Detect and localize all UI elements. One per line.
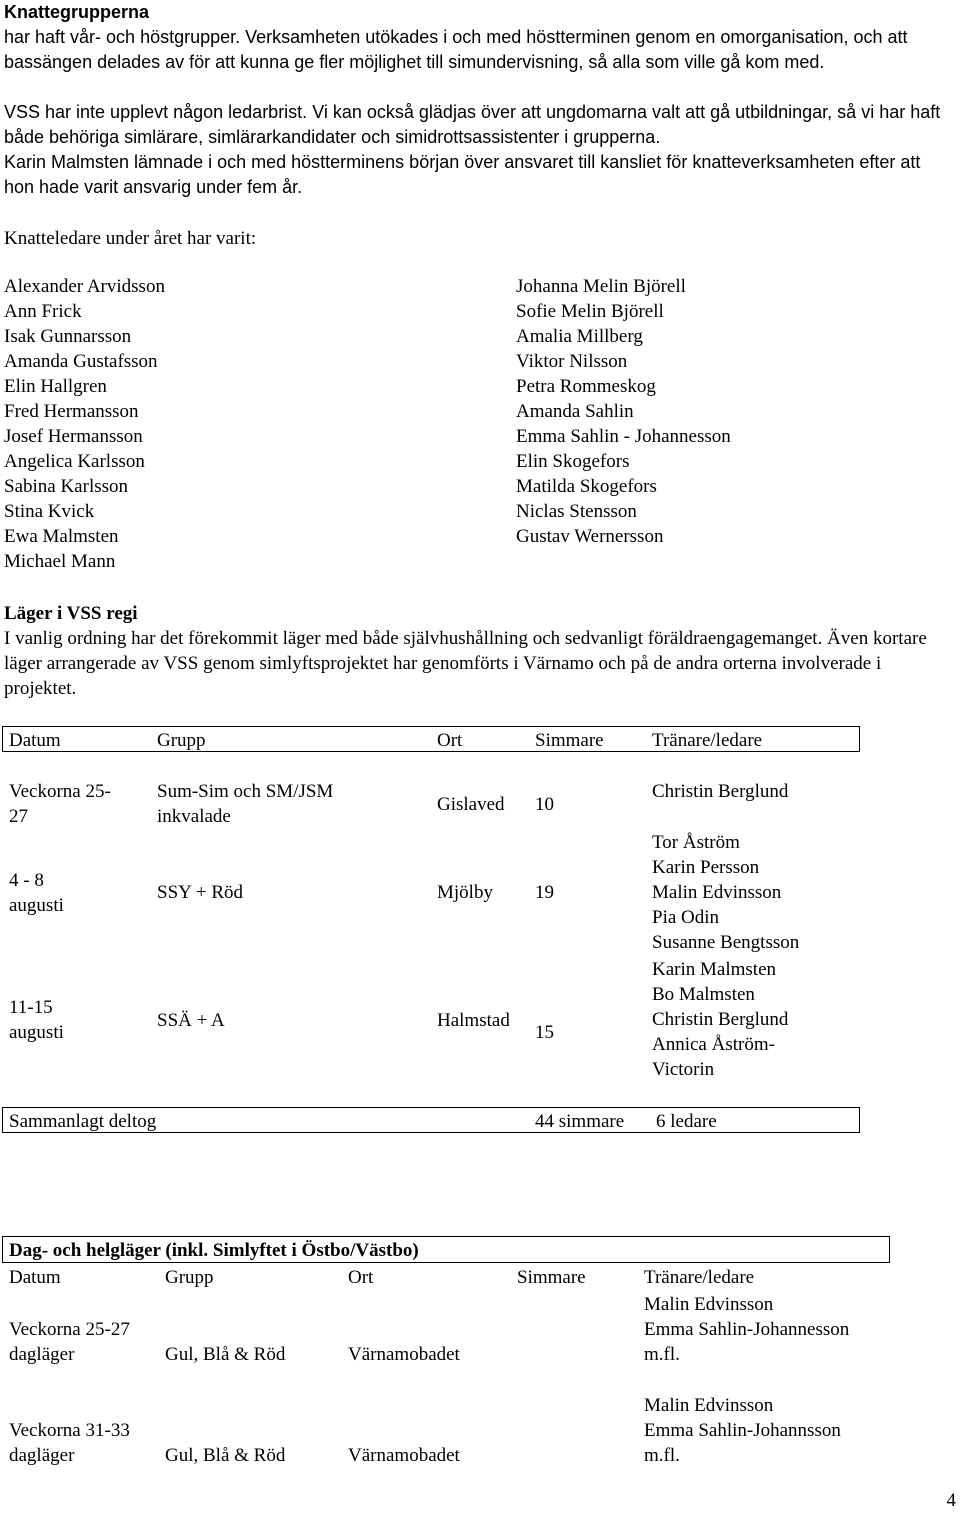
leader-name: Sofie Melin Björell [516, 301, 664, 322]
section-heading-camps: Läger i VSS regi [4, 603, 138, 624]
leader-name: Amanda Gustafsson [4, 351, 158, 372]
leader-name: Amanda Sahlin [516, 401, 634, 422]
leader-name: Niclas Stensson [516, 501, 637, 522]
leader-name: Elin Skogefors [516, 451, 630, 472]
table-header-swimmers: Simmare [517, 1267, 586, 1288]
table-border [2, 1236, 890, 1237]
leaders-list-left [4, 274, 165, 574]
page-number: 4 [946, 1490, 956, 1511]
table-cell-group: Sum-Sim och SM/JSM inkvalade [157, 781, 334, 827]
table-header-date: Datum [9, 1267, 61, 1288]
table-cell-date: Veckorna 25- 27 [9, 781, 111, 827]
leader-name: Stina Kvick [4, 501, 95, 522]
table-cell-group: SSY + Röd [157, 882, 244, 903]
leader-name: Ann Frick [4, 301, 82, 322]
table-border [859, 726, 860, 752]
table-header-coaches: Tränare/ledare [652, 730, 763, 751]
day-camp-title: Dag- och helgläger (inkl. Simlyftet i Östbo/Västbo) [9, 1240, 419, 1261]
table-total-label: Sammanlagt deltog [9, 1111, 157, 1132]
table-header-place: Ort [437, 730, 463, 751]
leader-name: Amalia Millberg [516, 326, 643, 347]
leader-name: Josef Hermansson [4, 426, 143, 447]
table-border [2, 1236, 3, 1263]
table-cell-date: 11-15 augusti [9, 997, 64, 1043]
leader-name: Sabina Karlsson [4, 476, 129, 497]
table-cell-coaches: Tor Åström Karin Persson Malin Edvinsson Pia Odin Susanne Bengtsson [652, 832, 800, 953]
table-border [2, 1107, 3, 1133]
section-heading-knattegrupperna: Knattegrupperna [4, 2, 150, 22]
table-border [2, 726, 860, 727]
leader-name: Johanna Melin Björell [516, 276, 686, 297]
table-cell-date: Veckorna 31-33 dagläger [9, 1420, 130, 1466]
leader-name: Ewa Malmsten [4, 526, 119, 547]
table-header-coaches: Tränare/ledare [644, 1267, 755, 1288]
leader-name: Angelica Karlsson [4, 451, 145, 472]
table-cell-coaches: Malin Edvinsson Emma Sahlin-Johannesson m.fl. [644, 1294, 850, 1365]
paragraph-karin-malmsten: Karin Malmsten lämnade i och med höstterminens början över ansvaret till kansliet för knatteverksamheten efter att hon hade varit ansvarig under fem år. [4, 152, 921, 197]
table-cell-swimmers: 10 [535, 794, 554, 815]
leader-name: Viktor Nilsson [516, 351, 628, 372]
table-header-group: Grupp [165, 1267, 214, 1288]
leader-name: Fred Hermansson [4, 401, 139, 422]
leader-name: Michael Mann [4, 551, 116, 572]
leader-name: Isak Gunnarsson [4, 326, 132, 347]
table-border [2, 726, 3, 752]
table-cell-place: Mjölby [437, 882, 493, 903]
table-border [2, 1107, 860, 1108]
table-total-coaches: 6 ledare [656, 1111, 717, 1132]
table-cell-coaches: Karin Malmsten Bo Malmsten Christin Berglund Annica Åström- Victorin [652, 959, 789, 1080]
leader-name: Petra Rommeskog [516, 376, 656, 397]
table-cell-place: Värnamobadet [348, 1344, 460, 1365]
table-border [889, 1236, 890, 1263]
table-cell-group: SSÄ + A [157, 1010, 225, 1031]
leader-name: Emma Sahlin - Johannesson [516, 426, 731, 447]
table-header-swimmers: Simmare [535, 730, 604, 751]
leaders-label: Knatteledare under året har varit: [4, 228, 257, 249]
table-cell-group: Gul, Blå & Röd [165, 1445, 286, 1466]
table-header-group: Grupp [157, 730, 206, 751]
paragraph-knatte-groups: har haft vår- och höstgrupper. Verksamheten utökades i och med höstterminen genom en omorganisation, och att bassängen delades av för att kunna ge fler möjlighet till simundervisning, så alla som ville gå kom med. [4, 27, 908, 72]
leader-name: Matilda Skogefors [516, 476, 657, 497]
table-header-date: Datum [9, 730, 61, 751]
table-cell-group: Gul, Blå & Röd [165, 1344, 286, 1365]
table-cell-coaches: Malin Edvinsson Emma Sahlin-Johannsson m.fl. [644, 1395, 841, 1466]
leader-name: Elin Hallgren [4, 376, 107, 397]
table-cell-coaches: Christin Berglund [652, 781, 789, 802]
leader-name: Alexander Arvidsson [4, 276, 165, 297]
table-header-place: Ort [348, 1267, 374, 1288]
table-cell-place: Halmstad [437, 1010, 510, 1031]
table-total-swimmers: 44 simmare [535, 1111, 625, 1132]
table-cell-place: Gislaved [437, 794, 505, 815]
leader-name: Gustav Wernersson [516, 526, 664, 547]
paragraph-leaders: VSS har inte upplevt någon ledarbrist. Vi kan också glädjas över att ungdomarna valt att gå utbildningar, så vi har haft både behöriga simlärare, simlärarkandidater och simidrottsassistenter i grupperna. [4, 102, 941, 147]
leaders-list-right [516, 274, 731, 549]
paragraph-camps: I vanlig ordning har det förekommit läger med både självhushållning och sedvanligt föräldraengagemanget. Även kortare läger arrangerade av VSS genom simlyftsprojektet har genomförts i Värnamo och på de andra orterna involverade i projektet. [4, 628, 927, 699]
table-cell-swimmers: 19 [535, 882, 554, 903]
table-cell-date: 4 - 8 augusti [9, 870, 64, 916]
table-cell-swimmers: 15 [535, 1022, 554, 1043]
table-cell-date: Veckorna 25-27 dagläger [9, 1319, 130, 1365]
table-border [859, 1107, 860, 1133]
table-cell-place: Värnamobadet [348, 1445, 460, 1466]
